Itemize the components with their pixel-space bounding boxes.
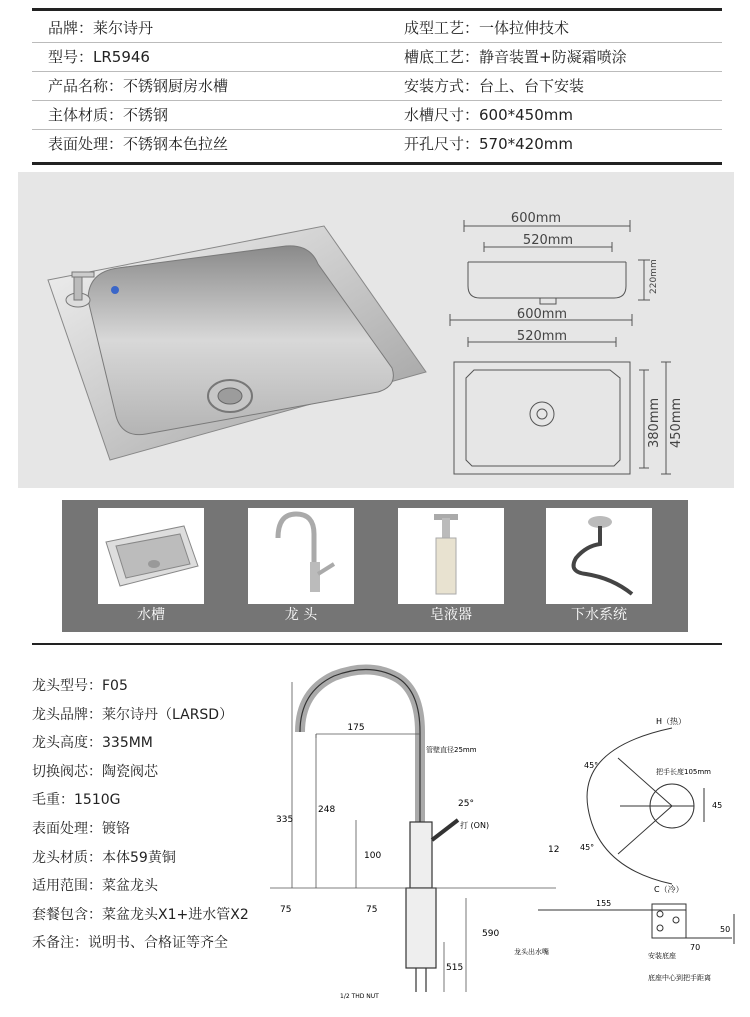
spec-left: 主体材质：不锈钢 bbox=[48, 106, 169, 124]
faucet-spec-item: 表面处理：镀铬 bbox=[32, 820, 130, 837]
dim-515: 515 bbox=[446, 963, 464, 973]
spec-table bbox=[32, 14, 722, 158]
dim-45: 45 bbox=[712, 801, 723, 810]
spec-right: 开孔尺寸：570*420mm bbox=[404, 135, 573, 153]
faucet-spec-item: 禾备注：说明书、合格证等齐全 bbox=[32, 935, 228, 952]
dimension-drawing bbox=[444, 202, 684, 480]
dim-335: 335 bbox=[276, 815, 294, 825]
edge-label: 12 bbox=[548, 845, 560, 855]
dim-50: 50 bbox=[720, 925, 731, 934]
spec-left: 品牌：莱尔诗丹 bbox=[48, 19, 154, 37]
top-outer-label: 600mm bbox=[516, 307, 568, 322]
spec-row bbox=[32, 14, 722, 43]
cold-label: C（冷） bbox=[654, 885, 684, 894]
spec-row bbox=[32, 43, 722, 72]
mid-rule bbox=[32, 643, 722, 645]
top-outer-depth-label: 450mm bbox=[669, 397, 684, 448]
faucet-spec-item: 套餐包含：菜盆龙头X1+进水管X2 bbox=[32, 906, 249, 923]
angle-bottom-label: 45° bbox=[580, 843, 595, 852]
hot-label: H（热） bbox=[656, 717, 687, 726]
spec-left: 产品名称：不锈钢厨房水槽 bbox=[48, 77, 229, 95]
spec-right: 安装方式：台上、台下安装 bbox=[404, 77, 585, 95]
top-inner-label: 520mm bbox=[516, 329, 568, 344]
side-outer-label: 600mm bbox=[510, 211, 562, 226]
top-rule bbox=[32, 8, 722, 11]
spec-left: 表面处理：不锈钢本色拉丝 bbox=[48, 135, 229, 153]
component-label: 皂液器 bbox=[430, 607, 472, 623]
on-label: 打 (ON) bbox=[460, 821, 490, 830]
top-inner-depth-label: 380mm bbox=[647, 397, 662, 448]
component-card bbox=[248, 508, 354, 626]
spec-right: 水槽尺寸：600*450mm bbox=[404, 106, 573, 124]
dim-75-left: 75 bbox=[280, 905, 292, 915]
spec-left: 型号：LR5946 bbox=[48, 48, 150, 66]
faucet-icon bbox=[248, 508, 354, 604]
angle-label: 25° bbox=[458, 799, 474, 809]
spec-row bbox=[32, 130, 722, 158]
spec-right: 成型工艺：一体拉伸技术 bbox=[404, 19, 570, 37]
faucet-spec-item: 切换阀芯：陶瓷阀芯 bbox=[32, 763, 158, 780]
dim-70: 70 bbox=[690, 943, 701, 952]
drain-icon bbox=[546, 508, 652, 604]
faucet-spec-item: 毛重：1510G bbox=[32, 792, 121, 809]
component-label: 水槽 bbox=[137, 607, 165, 623]
thread-label: 1/2 THD NUT bbox=[340, 993, 379, 1000]
faucet-spec-item: 龙头高度：335MM bbox=[32, 735, 153, 752]
dim-175: 175 bbox=[347, 723, 365, 733]
side-inner-label: 520mm bbox=[522, 233, 574, 248]
components-band bbox=[62, 500, 688, 632]
dim-155: 155 bbox=[596, 899, 612, 908]
spec-right: 槽底工艺：静音装置+防凝霜喷涂 bbox=[404, 48, 627, 66]
component-card bbox=[398, 508, 504, 626]
faucet-spec-item: 龙头型号：F05 bbox=[32, 678, 128, 694]
handle-dimension-drawing bbox=[508, 688, 744, 1000]
faucet-spec-item: 龙头品牌：莱尔诗丹（LARSD） bbox=[32, 706, 234, 723]
sink-icon bbox=[98, 508, 204, 604]
component-label: 下水系统 bbox=[571, 607, 627, 623]
dim-590: 590 bbox=[482, 929, 500, 939]
outlet-label: 龙头出水嘴 bbox=[514, 948, 549, 956]
dim-248: 248 bbox=[318, 805, 336, 815]
faucet-spec-list bbox=[32, 672, 268, 958]
faucet-spec-item: 龙头材质：本体59黄铜 bbox=[32, 849, 176, 866]
spec-row bbox=[32, 72, 722, 101]
spec-row bbox=[32, 101, 722, 130]
base-distance-label: 底座中心到把手距离 bbox=[648, 974, 711, 982]
component-card bbox=[98, 508, 204, 626]
component-card bbox=[546, 508, 652, 626]
product-photo-band bbox=[18, 172, 734, 488]
spec-bottom-rule bbox=[32, 162, 722, 165]
handle-length-label: 把手长度105mm bbox=[656, 768, 711, 776]
dim-75-right: 75 bbox=[366, 905, 378, 915]
base-label: 安装底座 bbox=[648, 952, 676, 960]
angle-top-label: 45° bbox=[584, 761, 599, 770]
faucet-spec-item: 适用范围：菜盆龙头 bbox=[32, 878, 158, 895]
component-label: 龙 头 bbox=[284, 607, 318, 623]
side-depth-label: 220mm bbox=[649, 259, 659, 294]
pipe-label: 管壁直径25mm bbox=[426, 746, 477, 754]
dim-100: 100 bbox=[364, 851, 382, 861]
soap-dispenser-icon bbox=[398, 508, 504, 604]
